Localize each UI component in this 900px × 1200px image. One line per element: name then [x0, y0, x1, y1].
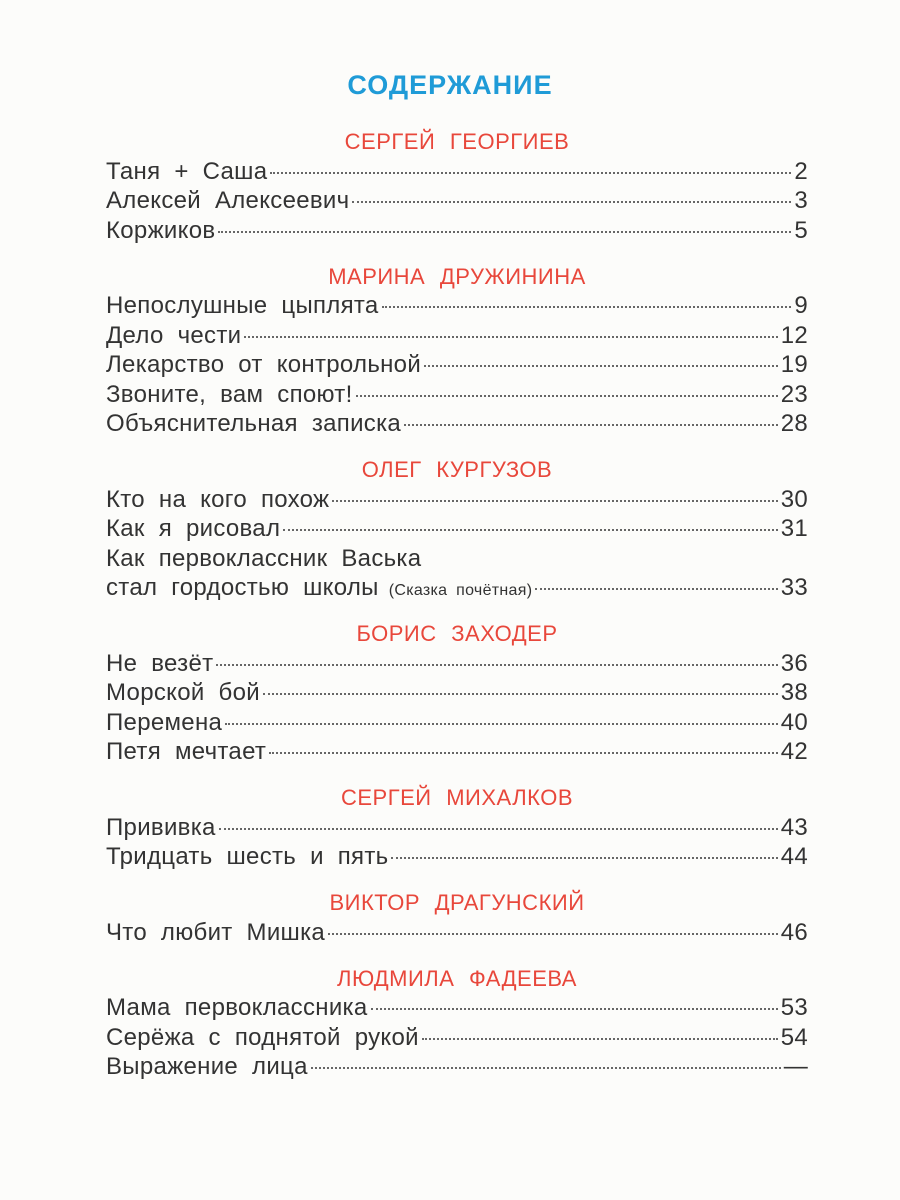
entry-page: 3 [794, 187, 808, 214]
leader-dots [391, 857, 777, 859]
leader-dots [352, 201, 791, 203]
leader-dots [263, 693, 778, 695]
toc-section [106, 964, 808, 1082]
entry-title: Таня + Саша [106, 157, 268, 185]
leader-dots [216, 664, 777, 666]
entry-title: Лекарство от контрольной [106, 351, 422, 378]
entry-page: 38 [780, 679, 808, 706]
author-heading: ОЛЕГ КУРГУЗОВ [361, 457, 553, 482]
toc-section [106, 455, 808, 603]
entry-title: Перемена [106, 708, 223, 736]
toc-entry[interactable] [106, 1052, 808, 1082]
entry-title: Непослушные цыплята [106, 292, 379, 319]
leader-dots [283, 529, 777, 531]
leader-dots [270, 172, 791, 174]
toc-entry[interactable] [106, 321, 808, 351]
leader-dots [269, 752, 777, 754]
author-heading: ЛЮДМИЛА ФАДЕЕВА [337, 965, 577, 991]
toc-entry[interactable] [106, 216, 808, 246]
entry-page: 28 [780, 410, 808, 437]
toc-section [106, 783, 808, 872]
entry-title: Не везёт [106, 649, 214, 677]
toc-entry[interactable] [106, 993, 808, 1023]
toc-entry[interactable] [106, 409, 808, 439]
entry-title: Тридцать шесть и пять [106, 843, 389, 870]
toc-entry[interactable] [106, 350, 808, 380]
entry-page: 42 [780, 738, 808, 765]
entry-title-continued: стал гордостью школы [106, 574, 379, 601]
toc-entry[interactable] [106, 157, 808, 187]
table-of-contents [106, 127, 808, 1082]
entry-title: Как первоклассник Васька [106, 544, 422, 572]
entry-page: 2 [794, 157, 808, 185]
toc-entry[interactable] [106, 573, 808, 603]
author-heading: СЕРГЕЙ ГЕОРГИЕВ [344, 129, 570, 154]
entry-title: Прививка [106, 813, 216, 841]
entry-title: Объяснительная записка [106, 410, 402, 437]
entry-subtitle: (Сказка почётная) [388, 582, 533, 599]
leader-dots [311, 1067, 781, 1069]
toc-entry[interactable] [106, 380, 808, 410]
leader-dots [424, 365, 778, 367]
leader-dots [328, 933, 778, 935]
entry-title: Серёжа с поднятой рукой [106, 1023, 419, 1051]
entry-page: 36 [780, 649, 808, 677]
toc-section [106, 127, 808, 245]
toc-entry[interactable] [106, 813, 808, 843]
entry-page: 53 [780, 994, 808, 1021]
entry-title: Мама первоклассника [106, 994, 368, 1021]
leader-dots [218, 231, 791, 233]
leader-dots [356, 395, 778, 397]
leader-dots [422, 1038, 778, 1040]
entry-title: Морской бой [106, 679, 260, 706]
toc-section [106, 619, 808, 767]
entry-page: 40 [780, 708, 808, 736]
leader-dots [382, 306, 792, 308]
entry-title: Как я рисовал [106, 515, 281, 542]
entry-title: Петя мечтает [106, 738, 267, 765]
page-title: СОДЕРЖАНИЕ [347, 70, 553, 100]
toc-section [106, 888, 808, 947]
entry-page: 43 [780, 813, 808, 841]
entry-title: Что любит Мишка [106, 918, 326, 946]
leader-dots [404, 424, 778, 426]
leader-dots [332, 500, 777, 502]
entry-page: 44 [780, 843, 808, 870]
toc-entry[interactable] [106, 186, 808, 216]
entry-page: 30 [780, 485, 808, 513]
entry-page: 19 [780, 351, 808, 378]
toc-entry[interactable] [106, 918, 808, 948]
entry-page: 33 [780, 574, 808, 601]
leader-dots [219, 828, 778, 830]
toc-entry-line[interactable] [106, 544, 808, 574]
leader-dots [371, 1008, 778, 1010]
entry-title: Алексей Алексеевич [106, 187, 350, 214]
author-heading: ВИКТОР ДРАГУНСКИЙ [329, 890, 585, 915]
entry-page: 12 [780, 321, 808, 349]
entry-page: 5 [794, 216, 808, 244]
toc-entry[interactable] [106, 1023, 808, 1053]
entry-page: 31 [780, 515, 808, 542]
entry-page: 23 [780, 380, 808, 408]
toc-entry[interactable] [106, 737, 808, 767]
entry-page: 54 [780, 1023, 808, 1051]
author-heading: МАРИНА ДРУЖИНИНА [328, 263, 586, 289]
entry-page: 9 [794, 292, 808, 319]
toc-section [106, 262, 808, 439]
toc-entry[interactable] [106, 708, 808, 738]
entry-title: Звоните, вам споют! [106, 380, 353, 408]
entry-title: Кто на кого похож [106, 485, 330, 513]
entry-title: Выражение лица [106, 1053, 308, 1080]
leader-dots [244, 336, 777, 338]
author-heading: БОРИС ЗАХОДЕР [356, 621, 558, 646]
entry-page: 46 [780, 918, 808, 946]
toc-entry[interactable] [106, 514, 808, 544]
toc-entry[interactable] [106, 291, 808, 321]
entry-page: — [783, 1053, 808, 1080]
leader-dots [225, 723, 778, 725]
leader-dots [535, 588, 777, 590]
toc-entry[interactable] [106, 842, 808, 872]
author-heading: СЕРГЕЙ МИХАЛКОВ [340, 785, 573, 810]
toc-entry[interactable] [106, 485, 808, 515]
entry-title: Дело чести [106, 321, 242, 349]
toc-entry[interactable] [106, 649, 808, 679]
entry-title: Коржиков [106, 216, 216, 244]
toc-entry[interactable] [106, 678, 808, 708]
